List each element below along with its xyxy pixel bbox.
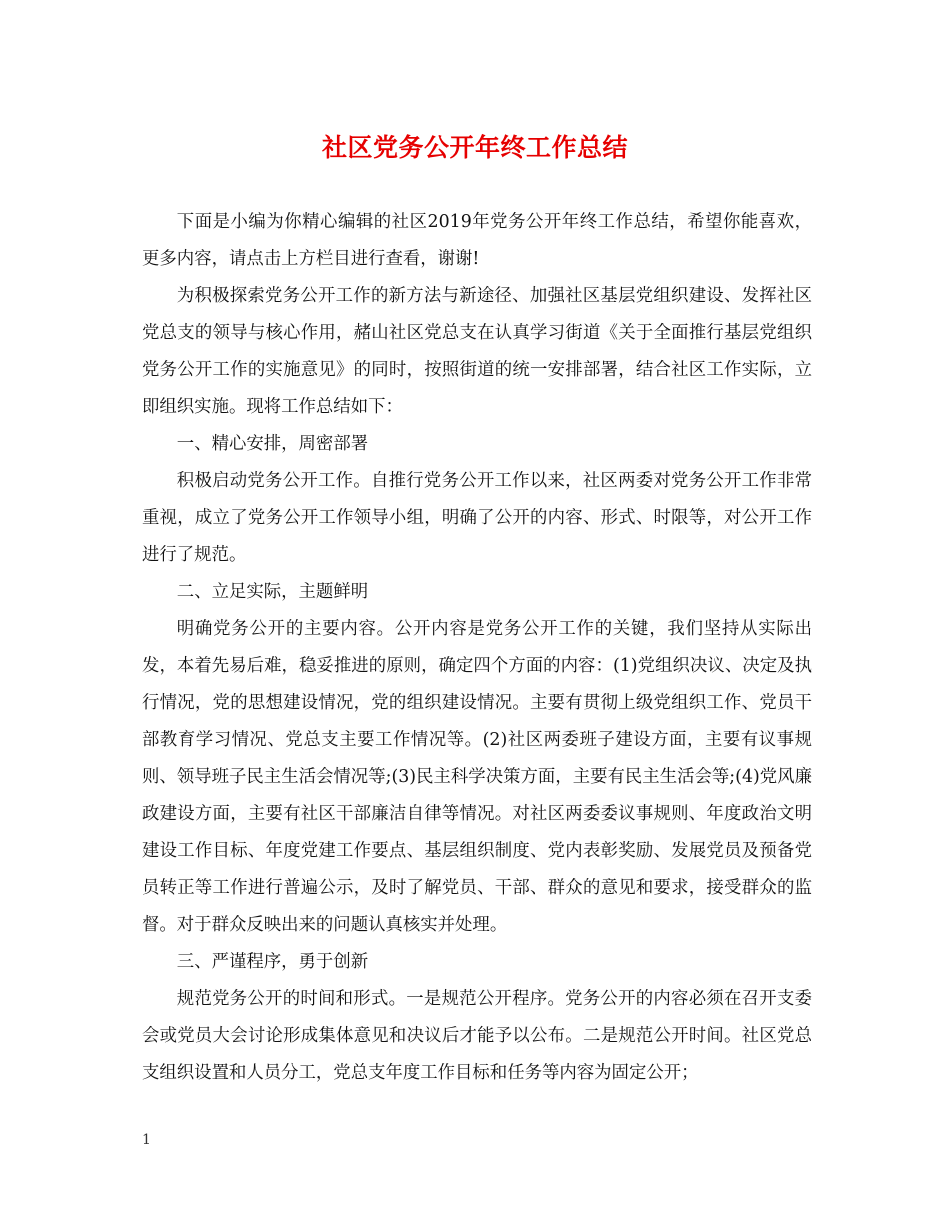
page-number: 1 — [142, 1132, 151, 1148]
document-body — [142, 204, 812, 1092]
section-2-paragraph: 明确党务公开的主要内容。公开内容是党务公开工作的关键，我们坚持从实际出发，本着先易后难，稳妥推进的原则，确定四个方面的内容：(1)党组织决议、决定及执行情况，党的思想建设情况，党的组织建设情况。主要有贯彻上级党组织工作、党员干部教育学习情况、党总支主要工作情况等。(2)社区两委班子建设方面，主要有议事规则、领导班子民主生活会情况等;(3)民主科学决策方面，主要有民主生活会等;(4)党风廉政建设方面，主要有社区干部廉洁自律等情况。对社区两委委议事规则、年度政治文明建设工作目标、年度党建工作要点、基层组织制度、党内表彰奖励、发展党员及预备党员转正等工作进行普遍公示，及时了解党员、干部、群众的意见和要求，接受群众的监督。对于群众反映出来的问题认真核实并处理。 — [142, 619, 812, 935]
section-1-paragraph: 积极启动党务公开工作。自推行党务公开工作以来，社区两委对党务公开工作非常重视，成立了党务公开工作领导小组，明确了公开的内容、形式、时限等，对公开工作进行了规范。 — [142, 471, 812, 565]
intro-paragraph: 下面是小编为你精心编辑的社区2019年党务公开年终工作总结，希望你能喜欢，更多内容，请点击上方栏目进行查看，谢谢! — [142, 212, 812, 269]
section-heading-2: 二、立足实际，主题鲜明 — [176, 582, 369, 602]
overview-paragraph: 为积极探索党务公开工作的新方法与新途径、加强社区基层党组织建设、发挥社区党总支的领导与核心作用，赭山社区党总支在认真学习街道《关于全面推行基层党组织党务公开工作的实施意见》的同时，按照街道的统一安排部署，结合社区工作实际，立即组织实施。现将工作总结如下： — [142, 286, 812, 417]
document-title: 社区党务公开年终工作总结 — [321, 133, 628, 162]
section-3-paragraph: 规范党务公开的时间和形式。一是规范公开程序。党务公开的内容必须在召开支委会或党员大会讨论形成集体意见和决议后才能予以公布。二是规范公开时间。社区党总支组织设置和人员分工，党总支年度工作目标和任务等内容为固定公开； — [142, 989, 812, 1083]
section-heading-3: 三、严谨程序，勇于创新 — [176, 952, 369, 972]
section-heading-1: 一、精心安排，周密部署 — [176, 434, 369, 454]
